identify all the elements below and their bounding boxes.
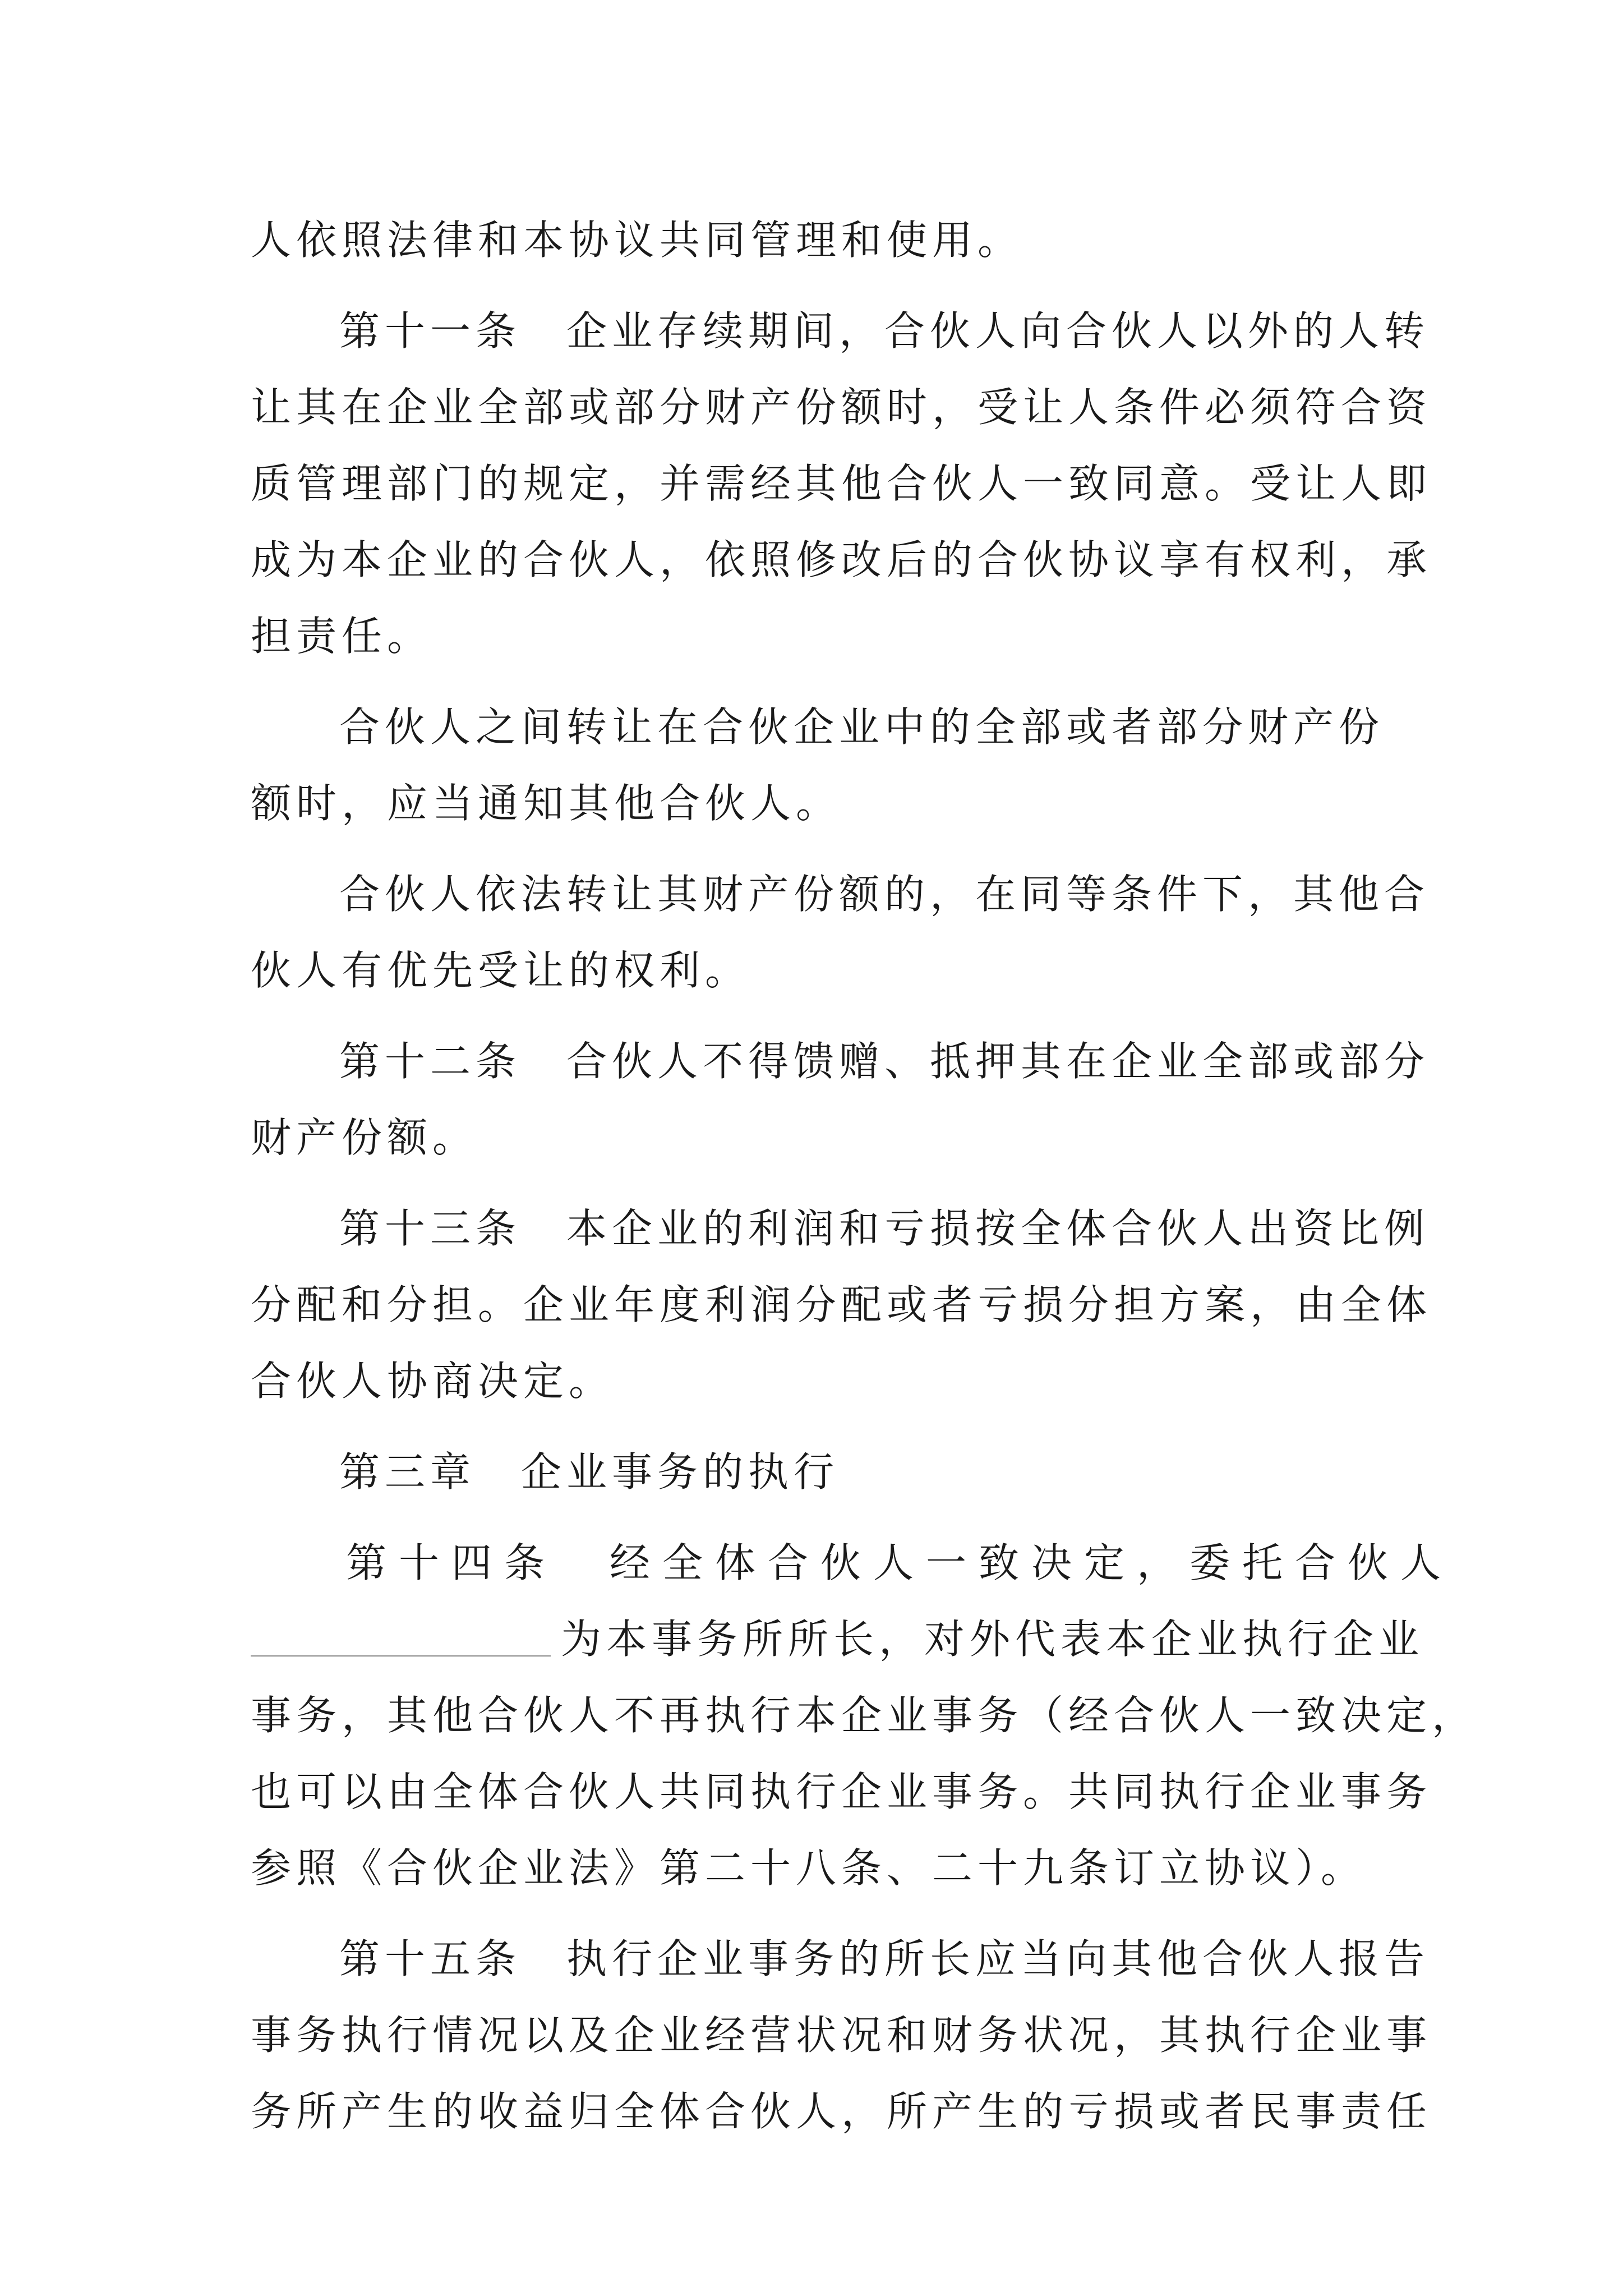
paragraph-line: 伙人有优先受让的权利。	[251, 947, 751, 994]
article-15-heading-line: 第十五条 执行企业事务的所长应当向其他合伙人报告	[339, 1935, 1430, 1982]
paragraph-line: 务所产生的收益归全体合伙人，所产生的亏损或者民事责任	[251, 2088, 1432, 2135]
paragraph-line: 担责任。	[251, 613, 433, 660]
paragraph-line-text: 为本事务所所长，对外代表本企业执行企业	[561, 1616, 1424, 1663]
paragraph-line-with-blank	[251, 1601, 1424, 1677]
paragraph-line: 事务，其他合伙人不再执行本企业事务（经合伙人一致决定，	[251, 1692, 1478, 1739]
paragraph-line: 成为本企业的合伙人，依照修改后的合伙协议享有权利，承	[251, 536, 1432, 583]
article-13-heading-line: 第十三条 本企业的利润和亏损按全体合伙人出资比例	[339, 1205, 1430, 1252]
article-11-heading-line: 第十一条 企业存续期间，合伙人向合伙人以外的人转	[339, 307, 1430, 355]
paragraph-line: 也可以由全体合伙人共同执行企业事务。共同执行企业事务	[251, 1768, 1432, 1815]
article-14-heading-line: 第十四条 经全体合伙人一致决定，委托合伙人	[346, 1539, 1454, 1586]
partner-name-blank-field[interactable]	[251, 1615, 551, 1657]
paragraph-line: 财产份额。	[251, 1114, 478, 1161]
paragraph-line: 合伙人协商决定。	[251, 1358, 615, 1405]
paragraph-line: 质管理部门的规定，并需经其他合伙人一致同意。受让人即	[251, 460, 1432, 507]
paragraph-line: 让其在企业全部或部分财产份额时，受让人条件必须符合资	[251, 384, 1432, 431]
article-12-heading-line: 第十二条 合伙人不得馈赠、抵押其在企业全部或部分	[339, 1038, 1430, 1085]
document-body	[251, 202, 1478, 2150]
paragraph-line: 人依照法律和本协议共同管理和使用。	[251, 217, 1023, 264]
paragraph-line: 事务执行情况以及企业经营状况和财务状况，其执行企业事	[251, 2012, 1432, 2059]
paragraph-line: 分配和分担。企业年度利润分配或者亏损分担方案，由全体	[251, 1281, 1432, 1328]
chapter-3-heading: 第三章 企业事务的执行	[339, 1448, 840, 1496]
paragraph-line: 合伙人依法转让其财产份额的，在同等条件下，其他合	[339, 871, 1430, 918]
paragraph-line: 参照《合伙企业法》第二十八条、二十九条订立协议）。	[251, 1844, 1367, 1892]
paragraph-line: 合伙人之间转让在合伙企业中的全部或者部分财产份	[339, 703, 1385, 751]
paragraph-line: 额时，应当通知其他合伙人。	[251, 780, 842, 827]
